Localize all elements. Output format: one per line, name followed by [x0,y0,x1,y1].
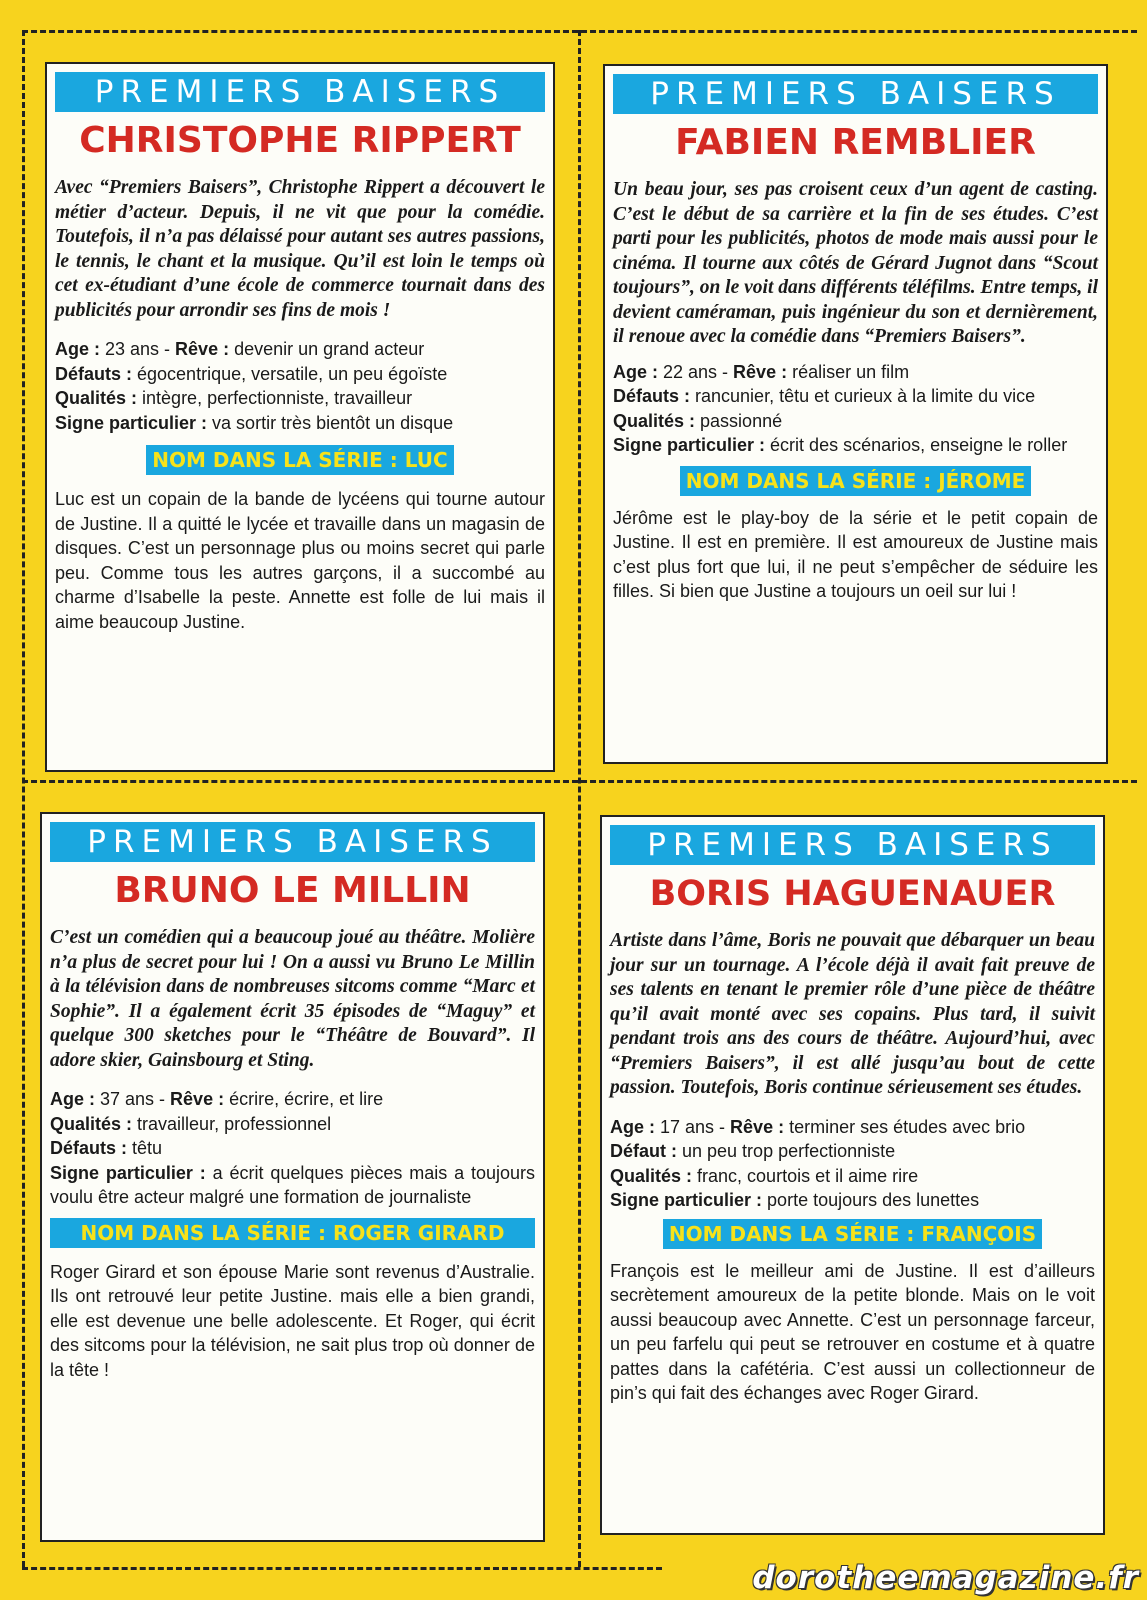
actor-intro: C’est un comédien qui a beaucoup joué au théâtre. Molière n’a plus de secret pour lui ! On a aussi vu Bruno Le Millin à la télévision dans de nombreuses sitcoms comme “Marc et Sophie”. Il a également écrit 35 épisodes de “Maguy” et quelque 300 sketches pour le “Théâtre de Bouvard”. Il adore skier, Gainsbourg et Sting. [50,927,535,1071]
fact-special-sign: Signe particulier : écrit des scénarios, enseigne le roller [613,435,1068,455]
fact-qualities: Qualités : passionné [613,410,783,431]
actor-facts [55,337,545,435]
fact-age-dream: Age : 37 ans - Rêve : écrire, écrire, et lire [50,1089,384,1109]
actor-name: FABIEN REMBLIER [675,122,1036,163]
fact-qualities: Qualités : travailleur, professionnel [50,1113,332,1134]
actor-intro: Artiste dans l’âme, Boris ne pouvait que débarquer un beau jour sur un tournage. A l’école déjà il avait fait preuve de ses talents en tenant le premier rôle d’une pièce de théâtre qu’il avait monté avec ses copains. Plus tard, il suivit pendant trois ans des cours de théâtre. Aujourd’hui, avec “Premiers Baisers”, il est allé jusqu’au bout de cette passion. Toutefois, Boris continue sérieusement ses études. [610,930,1095,1098]
fact-qualities: Qualités : franc, courtois et il aime rire [610,1165,919,1186]
series-banner: PREMIERS BAISERS [50,822,535,862]
actor-name: CHRISTOPHE RIPPERT [79,120,521,161]
actor-facts [610,1115,1095,1213]
profile-card-christophe-rippert [45,62,555,772]
fact-special-sign: Signe particulier : a écrit quelques pièces mais a toujours voulu être acteur malgré une formation de journaliste [50,1162,535,1207]
fact-flaws: Défaut : un peu trop perfectionniste [610,1141,896,1161]
fact-qualities: Qualités : intègre, perfectionniste, travailleur [55,388,413,408]
cut-line-bottom [22,1567,662,1570]
cut-line-left [22,30,25,1567]
role-name-badge: NOM DANS LA SÉRIE : ROGER GIRARD [50,1218,535,1248]
role-description: Luc est un copain de la bande de lycéens qui tourne autour de Justine. Il a quitté le lycée et travaille dans un magasin de disques. C’est un personnage plus ou moins secret qui parle peu. Comme tous les autres garçons, il a succombé au charme d’Isabelle la peste. Annette est folle de lui mais il aime beaucoup Justine. [55,489,545,632]
profile-card-bruno-le-millin [40,812,545,1542]
cut-line-center [578,30,581,1567]
role-description: Jérôme est le play-boy de la série et le petit copain de Justine. Il est en première. Il est amoureux de Justine mais c’est plus fort que lui, il ne peut s’empêcher de séduire les filles. Si bien que Justine a toujours un oeil sur lui ! [613,507,1098,601]
actor-name: BORIS HAGUENAUER [649,874,1056,914]
series-banner: PREMIERS BAISERS [55,72,545,112]
actor-facts [50,1087,535,1210]
role-name-badge: NOM DANS LA SÉRIE : FRANÇOIS [663,1219,1042,1249]
fact-flaws: Défauts : têtu [50,1138,163,1158]
role-name-badge: NOM DANS LA SÉRIE : LUC [146,445,453,475]
role-description: François est le meilleur ami de Justine. Il est d’ailleurs secrètement amoureux de la petite blonde. Mais on le voit aussi beaucoup avec Annette. C’est un personnage farceur, un peu farfelu qui peut se retrouver en costume et à quatre pattes dans la cafétéria. C’est aussi un collectionneur de pin’s qui fait des échanges avec Roger Girard. [610,1260,1095,1403]
fact-age-dream: Age : 22 ans - Rêve : réaliser un film [613,361,910,382]
series-banner: PREMIERS BAISERS [610,825,1095,865]
actor-facts [613,360,1098,458]
fact-flaws: Défauts : égocentrique, versatile, un peu égoïste [55,363,448,384]
fact-special-sign: Signe particulier : va sortir très bientôt un disque [55,412,454,433]
fact-flaws: Défauts : rancunier, têtu et curieux à la limite du vice [613,386,1036,406]
role-name-badge: NOM DANS LA SÉRIE : JÉROME [680,466,1032,496]
fact-age-dream: Age : 17 ans - Rêve : terminer ses études avec brio [610,1116,1026,1137]
series-banner: PREMIERS BAISERS [613,74,1098,114]
actor-intro: Avec “Premiers Baisers”, Christophe Rippert a découvert le métier d’acteur. Depuis, il ne vit que pour la comédie. Toutefois, il n’a pas délaissé pour autant ses autres passions, le tennis, le chant et la musique. Qu’il est loin le temps où cet ex-étudiant d’une école de commerce tournait dans des publicités pour arrondir ses fins de mois ! [55,177,545,321]
fact-special-sign: Signe particulier : porte toujours des lunettes [610,1190,980,1210]
site-watermark: dorotheemagazine.fr [752,1560,1139,1596]
role-description: Roger Girard et son épouse Marie sont revenus d’Australie. Ils ont retrouvé leur petite Justine. mais elle a bien grandi, elle est devenue une belle adolescente. Et Roger, qui écrit des sitcoms pour la télévision, ne sait plus trop où donner de la tête ! [50,1261,535,1380]
profile-card-fabien-remblier [603,64,1108,764]
actor-name: BRUNO LE MILLIN [114,870,471,911]
actor-intro: Un beau jour, ses pas croisent ceux d’un agent de casting. C’est le début de sa carrière et la fin de ses études. C’est parti pour les publicités, photos de mode mais aussi pour le cinéma. Il tourne aux côtés de Gérard Jugnot dans “Scout toujours”, on le voit dans différents téléfilms. Entre temps, il devient caméraman, puis ingénieur du son et dernièrement, il renoue avec la comédie dans “Premiers Baisers”. [613,179,1099,347]
fact-age-dream: Age : 23 ans - Rêve : devenir un grand acteur [55,339,425,359]
profile-card-boris-haguenauer [600,815,1105,1535]
